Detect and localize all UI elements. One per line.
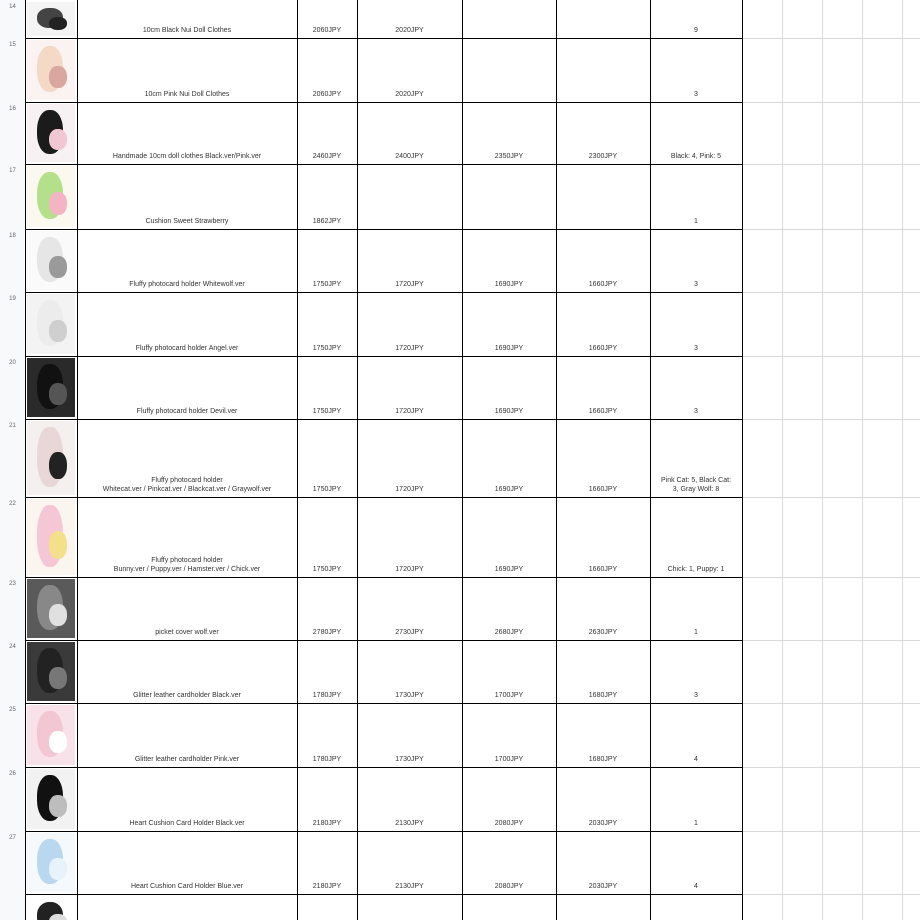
gridline-horizontal [742, 292, 920, 293]
gridline-vertical [782, 0, 783, 920]
product-name-cell[interactable] [77, 882, 297, 891]
price-cell-2[interactable]: 1730JPY [395, 756, 424, 763]
stock-cell[interactable] [650, 152, 742, 161]
stock-cell-line: 3 [694, 91, 698, 98]
row-number[interactable]: 16 [9, 106, 16, 112]
thumbnail-shape [49, 667, 67, 689]
price-cell-1[interactable]: 1750JPY [312, 566, 342, 573]
product-thumbnail [27, 231, 75, 290]
gridline-horizontal [742, 419, 920, 420]
thumbnail-shape [49, 531, 67, 559]
product-thumbnail [27, 896, 75, 920]
product-thumbnail [27, 40, 75, 100]
price-cell-2[interactable]: 1720JPY [395, 345, 424, 352]
table-border-vertical [650, 0, 651, 920]
table-border-horizontal [25, 229, 743, 230]
thumbnail-shape [49, 192, 67, 215]
price-cell-1[interactable]: 2060JPY [312, 27, 342, 34]
gridline-horizontal [742, 102, 920, 103]
price-cell-1[interactable]: 1750JPY [312, 345, 342, 352]
product-name-cell-line: Fluffy photocard holder [151, 557, 223, 564]
stock-cell-line: 3 [694, 692, 698, 699]
product-name-cell[interactable] [77, 217, 297, 226]
product-name-cell[interactable] [77, 628, 297, 637]
price-cell-3[interactable]: 1700JPY [494, 692, 524, 699]
product-name-cell-line: Bunny.ver / Puppy.ver / Hamster.ver / Chick.ver [113, 566, 261, 573]
row-number[interactable]: 14 [9, 4, 16, 10]
gridline-vertical [862, 0, 863, 920]
product-name-cell-line: Fluffy photocard holder Whitewolf.ver [129, 281, 245, 288]
product-thumbnail [27, 421, 75, 495]
table-border-horizontal [25, 292, 743, 293]
table-border-horizontal [25, 577, 743, 578]
product-thumbnail [27, 642, 75, 701]
table-border-vertical [25, 0, 26, 920]
stock-cell-line: Chick: 1, Puppy: 1 [667, 566, 725, 573]
row-number[interactable]: 26 [9, 771, 16, 777]
price-cell-4[interactable]: 2030JPY [588, 820, 618, 827]
product-name-cell[interactable] [77, 819, 297, 828]
price-cell-4[interactable]: 1660JPY [588, 566, 618, 573]
stock-cell-line: 3 [694, 281, 698, 288]
row-number[interactable]: 19 [9, 296, 16, 302]
table-border-vertical [556, 0, 557, 920]
price-cell-2[interactable]: 1720JPY [395, 281, 424, 288]
thumbnail-shape [49, 129, 67, 151]
product-name-cell[interactable] [77, 556, 297, 574]
stock-cell-line: Pink Cat: 5, Black Cat: [660, 477, 732, 484]
stock-cell[interactable] [650, 217, 742, 226]
gridline-horizontal [742, 894, 920, 895]
stock-cell[interactable] [650, 280, 742, 289]
gridline-vertical [822, 0, 823, 920]
product-name-cell[interactable] [77, 755, 297, 764]
table-border-vertical [742, 0, 743, 920]
table-border-horizontal [25, 640, 743, 641]
product-name-cell-line: Cushion Sweet Strawberry [145, 218, 229, 225]
table-border-horizontal [25, 419, 743, 420]
price-cell-4[interactable]: 2630JPY [588, 629, 618, 636]
thumbnail-shape [49, 604, 67, 626]
price-cell-4[interactable]: 2030JPY [588, 883, 618, 890]
price-cell-4[interactable]: 1680JPY [588, 756, 618, 763]
row-number[interactable]: 23 [9, 581, 16, 587]
product-name-cell[interactable] [77, 344, 297, 353]
price-cell-4[interactable]: 1660JPY [588, 408, 618, 415]
thumbnail-shape [49, 858, 67, 880]
row-header-column[interactable] [0, 0, 26, 920]
price-cell-3[interactable]: 2680JPY [494, 629, 524, 636]
price-cell-3[interactable]: 2080JPY [494, 883, 524, 890]
product-name-cell-line: Fluffy photocard holder Angel.ver [135, 345, 239, 352]
price-cell-1[interactable]: 2180JPY [312, 883, 342, 890]
thumbnail-shape [49, 320, 67, 342]
price-cell-1[interactable]: 2180JPY [312, 820, 342, 827]
product-name-cell[interactable] [77, 280, 297, 289]
product-name-cell-line: Fluffy photocard holder Devil.ver [136, 408, 238, 415]
price-cell-1[interactable]: 1750JPY [312, 486, 342, 493]
row-number[interactable]: 20 [9, 360, 16, 366]
table-border-vertical [357, 0, 358, 920]
product-thumbnail [27, 358, 75, 417]
table-border-horizontal [25, 497, 743, 498]
product-name-cell[interactable] [77, 407, 297, 416]
table-border-vertical [77, 0, 78, 920]
price-cell-1[interactable]: 1780JPY [312, 692, 342, 699]
row-number[interactable]: 15 [9, 42, 16, 48]
stock-cell[interactable] [650, 407, 742, 416]
stock-cell[interactable] [650, 691, 742, 700]
product-thumbnail [27, 579, 75, 638]
product-name-cell[interactable] [77, 152, 297, 161]
stock-cell[interactable] [650, 90, 742, 99]
product-thumbnail [27, 769, 75, 829]
product-name-cell[interactable] [77, 476, 297, 494]
table-border-horizontal [25, 356, 743, 357]
product-name-cell-line: Glitter leather cardholder Black.ver [133, 692, 241, 699]
price-cell-3[interactable]: 1690JPY [494, 486, 524, 493]
price-cell-2[interactable]: 1720JPY [395, 566, 424, 573]
table-border-horizontal [25, 767, 743, 768]
gridline-horizontal [742, 356, 920, 357]
product-name-cell[interactable] [77, 90, 297, 99]
stock-cell[interactable] [650, 628, 742, 637]
table-border-horizontal [25, 894, 743, 895]
row-number[interactable]: 21 [9, 423, 16, 429]
stock-cell-line: 4 [694, 883, 698, 890]
price-cell-3[interactable]: 1690JPY [494, 566, 524, 573]
row-number[interactable]: 27 [9, 835, 16, 841]
table-border-vertical [297, 0, 298, 920]
price-cell-4[interactable]: 1660JPY [588, 345, 618, 352]
product-name-cell-line: Fluffy photocard holder [151, 477, 223, 484]
price-cell-2[interactable]: 2130JPY [395, 883, 424, 890]
thumbnail-shape [49, 795, 67, 817]
stock-cell-line: 1 [694, 629, 698, 636]
gridline-horizontal [742, 640, 920, 641]
product-thumbnail [27, 166, 75, 227]
stock-cell-line: 3 [694, 345, 698, 352]
price-cell-4[interactable]: 2300JPY [588, 153, 618, 160]
price-cell-1[interactable]: 1750JPY [312, 281, 342, 288]
gridline-horizontal [742, 38, 920, 39]
price-cell-1[interactable]: 1750JPY [312, 408, 342, 415]
price-cell-2[interactable]: 1730JPY [395, 692, 424, 699]
product-thumbnail [27, 833, 75, 892]
product-name-cell[interactable] [77, 691, 297, 700]
stock-cell[interactable] [650, 565, 742, 574]
gridline-horizontal [742, 164, 920, 165]
gridline-horizontal [742, 703, 920, 704]
gridline-horizontal [742, 831, 920, 832]
price-cell-3[interactable]: 1700JPY [494, 756, 524, 763]
price-cell-4[interactable]: 1680JPY [588, 692, 618, 699]
gridline-horizontal [742, 497, 920, 498]
price-cell-1[interactable]: 1780JPY [312, 756, 342, 763]
thumbnail-shape [49, 914, 67, 920]
price-cell-2[interactable]: 2020JPY [395, 91, 424, 98]
row-number[interactable]: 24 [9, 644, 16, 650]
price-cell-1[interactable]: 1862JPY [312, 218, 342, 225]
row-number[interactable]: 25 [9, 707, 16, 713]
product-thumbnail [27, 499, 75, 575]
gridline-horizontal [742, 229, 920, 230]
stock-cell[interactable] [650, 344, 742, 353]
price-cell-2[interactable]: 2730JPY [395, 629, 424, 636]
price-cell-2[interactable]: 2400JPY [395, 153, 424, 160]
stock-cell-line: 3 [694, 408, 698, 415]
product-name-cell-line: Heart Cushion Card Holder Blue.ver [130, 883, 244, 890]
price-cell-2[interactable]: 2130JPY [395, 820, 424, 827]
product-thumbnail [27, 104, 75, 162]
table-border-horizontal [25, 164, 743, 165]
product-thumbnail [27, 2, 75, 36]
product-name-cell-line: Handmade 10cm doll clothes Black.ver/Pink.ver [112, 153, 262, 160]
product-thumbnail [27, 705, 75, 765]
thumbnail-shape [49, 17, 67, 30]
thumbnail-shape [49, 256, 67, 278]
stock-cell-line: 1 [694, 218, 698, 225]
stock-cell-line: Black: 4, Pink: 5 [670, 153, 722, 160]
price-cell-4[interactable]: 1660JPY [588, 281, 618, 288]
price-cell-2[interactable]: 2020JPY [395, 27, 424, 34]
thumbnail-shape [49, 66, 67, 88]
thumbnail-shape [49, 731, 67, 753]
product-name-cell-line: Glitter leather cardholder Pink.ver [134, 756, 240, 763]
row-number[interactable]: 22 [9, 501, 16, 507]
stock-cell-line: 3, Gray Wolf: 8 [672, 486, 720, 493]
price-cell-3[interactable]: 1690JPY [494, 281, 524, 288]
price-cell-3[interactable]: 2080JPY [494, 820, 524, 827]
table-border-horizontal [25, 703, 743, 704]
table-border-horizontal [25, 102, 743, 103]
product-thumbnail [27, 294, 75, 354]
stock-cell[interactable] [650, 819, 742, 828]
price-cell-3[interactable]: 1690JPY [494, 345, 524, 352]
table-border-horizontal [25, 831, 743, 832]
price-cell-3[interactable]: 1690JPY [494, 408, 524, 415]
stock-cell-line: 4 [694, 756, 698, 763]
price-cell-4[interactable]: 1660JPY [588, 486, 618, 493]
gridline-horizontal [742, 577, 920, 578]
stock-cell[interactable] [650, 882, 742, 891]
product-name-cell-line: Whitecat.ver / Pinkcat.ver / Blackcat.ver / Graywolf.ver [102, 486, 272, 493]
product-name-cell-line: 10cm Pink Nui Doll Clothes [144, 91, 230, 98]
stock-cell-line: 9 [694, 27, 698, 34]
price-cell-2[interactable]: 1720JPY [395, 408, 424, 415]
product-name-cell[interactable] [77, 26, 297, 35]
gridline-horizontal [742, 767, 920, 768]
product-name-cell-line: picket cover wolf.ver [155, 629, 219, 636]
stock-cell[interactable] [650, 26, 742, 35]
price-cell-1[interactable]: 2460JPY [312, 153, 342, 160]
stock-cell[interactable] [650, 476, 742, 494]
price-cell-3[interactable]: 2350JPY [494, 153, 524, 160]
row-number[interactable]: 18 [9, 233, 16, 239]
thumbnail-shape [49, 452, 67, 479]
price-cell-1[interactable]: 2060JPY [312, 91, 342, 98]
row-number[interactable]: 17 [9, 168, 16, 174]
product-name-cell-line: 10cm Black Nui Doll Clothes [142, 27, 232, 34]
thumbnail-shape [49, 383, 67, 405]
stock-cell[interactable] [650, 755, 742, 764]
price-cell-2[interactable]: 1720JPY [395, 486, 424, 493]
table-border-vertical [462, 0, 463, 920]
gridline-vertical [902, 0, 903, 920]
table-border-horizontal [25, 38, 743, 39]
product-name-cell-line: Heart Cushion Card Holder Black.ver [129, 820, 245, 827]
price-cell-1[interactable]: 2780JPY [312, 629, 342, 636]
stock-cell-line: 1 [694, 820, 698, 827]
